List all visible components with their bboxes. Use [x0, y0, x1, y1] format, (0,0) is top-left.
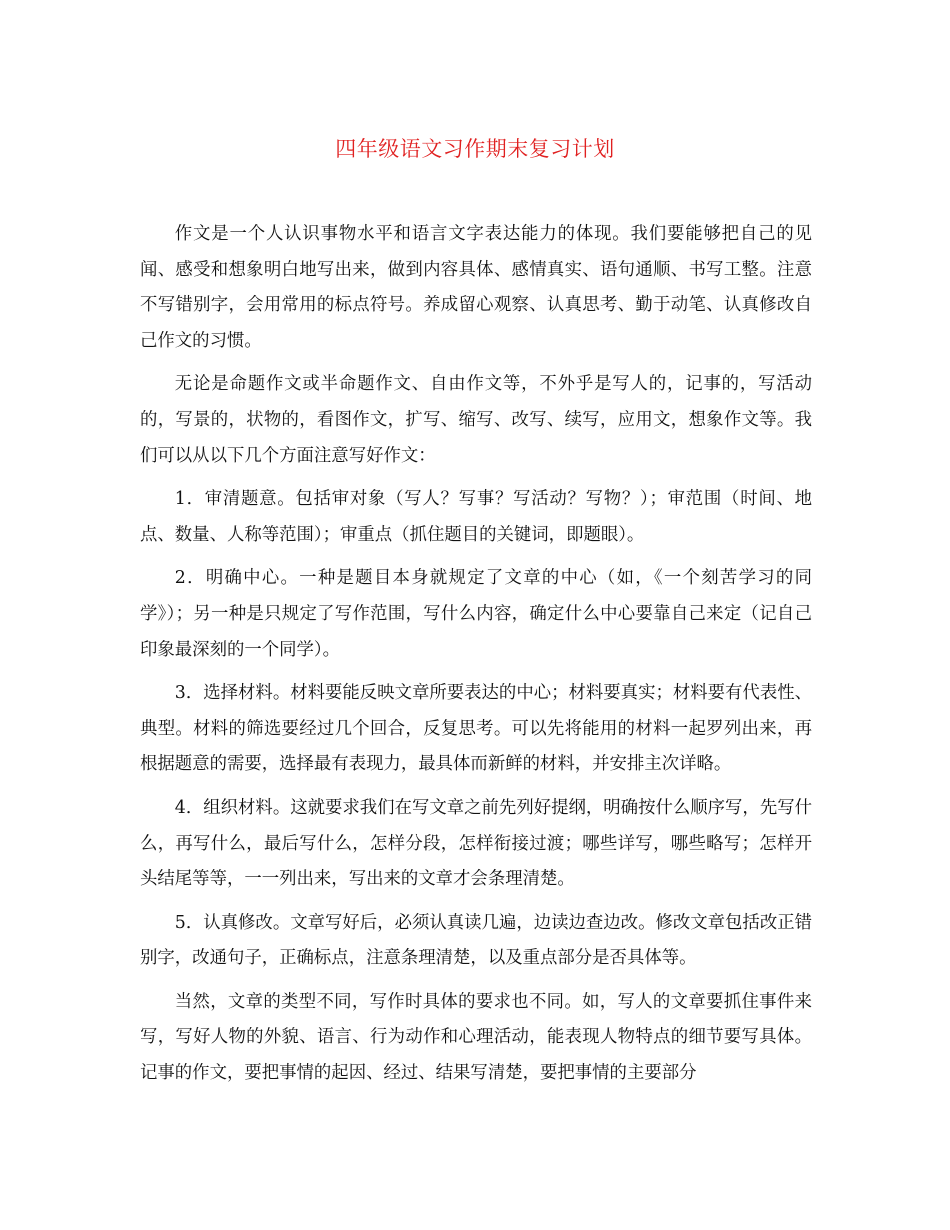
- paragraph-step-2: 2．明确中心。一种是题目本身就规定了文章的中心（如，《一个刻苦学习的同学》）；另一种是只规定了写作范围，写什么内容，确定什么中心要靠自己来定（记自己印象最深刻的一个同学）。: [140, 568, 812, 660]
- paragraph-step-1: 1．审清题意。包括审对象（写人？写事？写活动？写物？）；审范围（时间、地点、数量、人称等范围）；审重点（抓住题目的关键词，即题眼）。: [140, 489, 812, 545]
- document-body: [140, 217, 812, 1100]
- paragraph-step-4: 4．组织材料。这就要求我们在写文章之前先列好提纲，明确按什么顺序写，先写什么，再写什么，最后写什么，怎样分段，怎样衔接过渡；哪些详写，哪些略写；怎样开头结尾等等，一一列出来，写出来的文章才会条理清楚。: [140, 797, 812, 890]
- paragraph-step-5: 5．认真修改。文章写好后，必须认真读几遍，边读边查边改。修改文章包括改正错别字，改通句子，正确标点，注意条理清楚，以及重点部分是否具体等。: [140, 912, 812, 969]
- paragraph-types: 无论是命题作文或半命题作文、自由作文等，不外乎是写人的，记事的，写活动的，写景的，状物的，看图作文，扩写、缩写、改写、续写，应用文，想象作文等。我们可以从以下几个方面注意写好作文：: [140, 374, 812, 466]
- paragraph-intro: 作文是一个人认识事物水平和语言文字表达能力的体现。我们要能够把自己的见闻、感受和想象明白地写出来，做到内容具体、感情真实、语句通顺、书写工整。注意不写错别字，会用常用的标点符号。养成留心观察、认真思考、勤于动笔、认真修改自己作文的习惯。: [140, 224, 812, 351]
- paragraph-step-3: 3．选择材料。材料要能反映文章所要表达的中心；材料要真实；材料要有代表性、典型。材料的筛选要经过几个回合，反复思考。可以先将能用的材料一起罗列出来，再根据题意的需要，选择最有表现力，最具体而新鲜的材料，并安排主次详略。: [140, 683, 812, 775]
- paragraph-conclusion: 当然，文章的类型不同，写作时具体的要求也不同。如，写人的文章要抓住事件来写，写好人物的外貌、语言、行为动作和心理活动，能表现人物特点的细节要写具体。记事的作文，要把事情的起因、经过、结果写清楚，要把事情的主要部分: [140, 991, 812, 1084]
- document-title: 四年级语文习作期末复习计划: [335, 137, 615, 161]
